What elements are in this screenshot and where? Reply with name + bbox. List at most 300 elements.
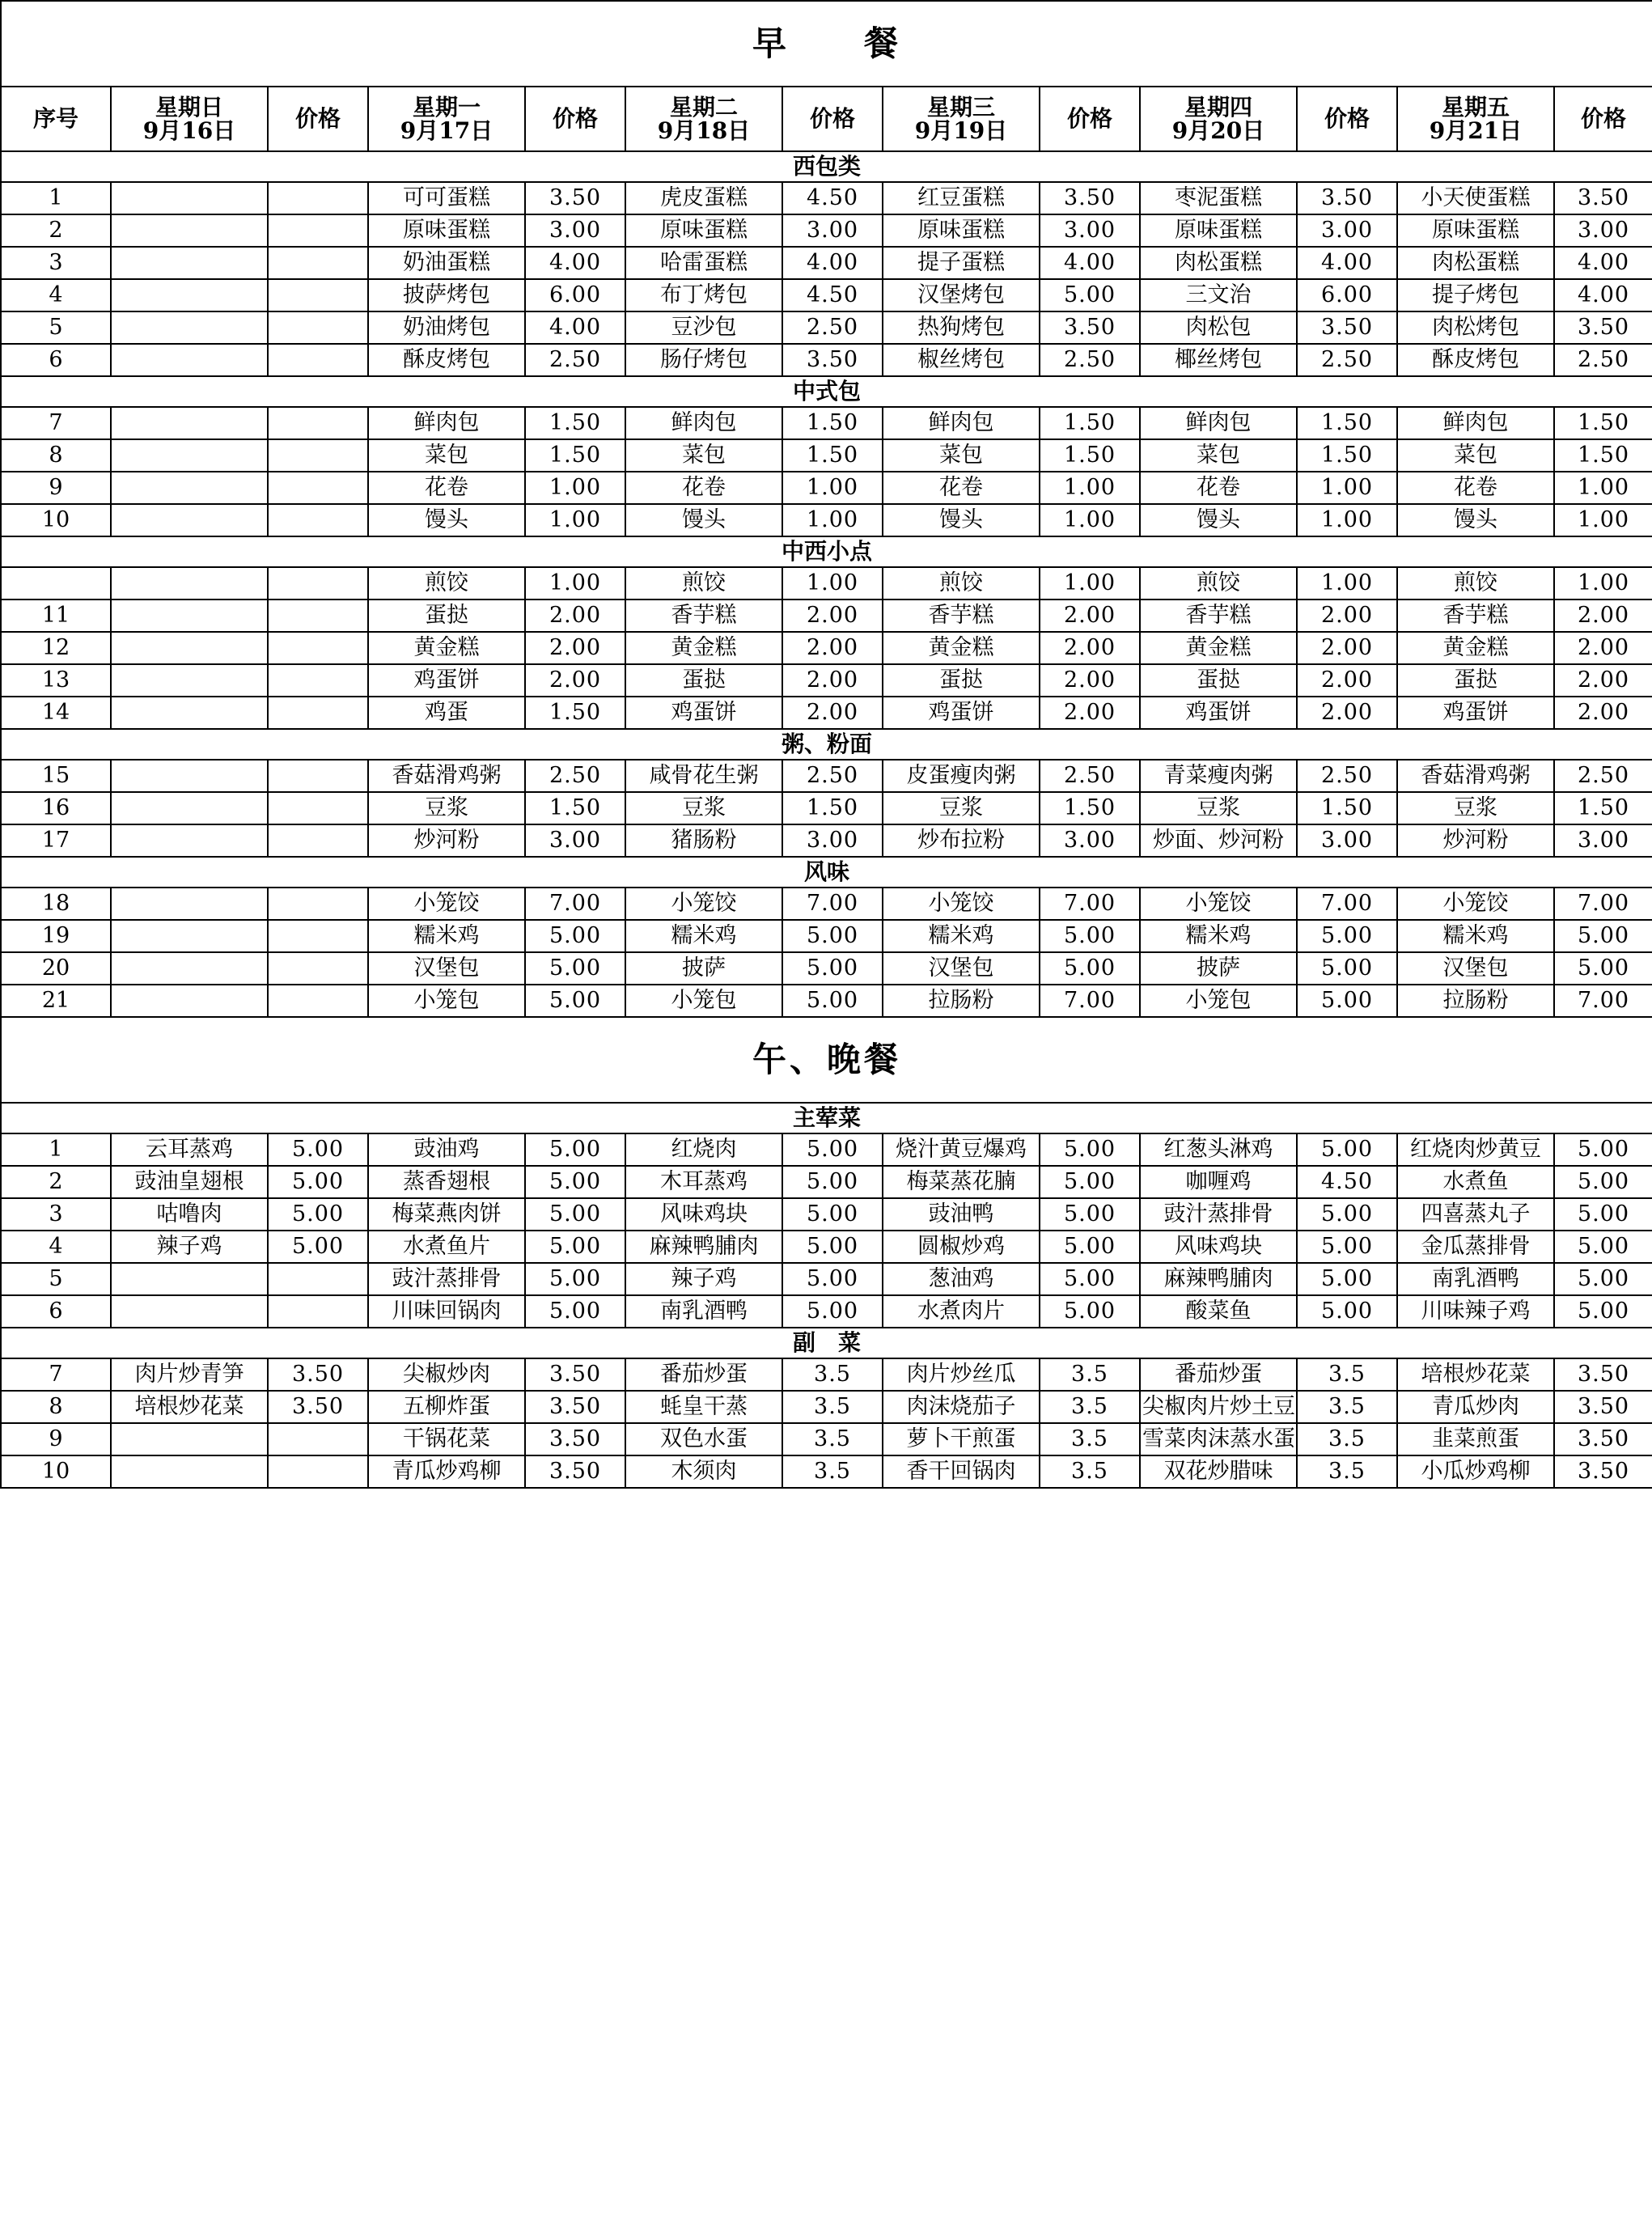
dish-cell: 椒丝烤包	[883, 344, 1040, 376]
header-price: 价格	[268, 87, 368, 151]
dish-cell: 辣子鸡	[625, 1263, 782, 1295]
price-cell: 5.00	[1297, 1263, 1397, 1295]
price-cell: 1.50	[1040, 439, 1140, 472]
dish-cell: 奶油烤包	[368, 311, 525, 344]
dish-cell: 鲜肉包	[368, 407, 525, 439]
dish-cell: 鲜肉包	[625, 407, 782, 439]
price-cell	[268, 311, 368, 344]
price-cell	[268, 567, 368, 599]
dish-cell: 鸡蛋饼	[1397, 697, 1554, 729]
price-cell: 2.50	[1040, 760, 1140, 792]
price-cell: 1.00	[525, 504, 625, 536]
price-cell: 2.00	[1297, 632, 1397, 664]
dish-cell: 麻辣鸭脯肉	[1140, 1263, 1297, 1295]
price-cell: 3.50	[525, 1423, 625, 1455]
price-cell: 3.00	[1040, 214, 1140, 247]
row-number: 3	[1, 247, 111, 279]
price-cell: 4.00	[1297, 247, 1397, 279]
dish-cell: 麻辣鸭脯肉	[625, 1231, 782, 1263]
header-day-thu	[1140, 87, 1297, 151]
dish-cell: 布丁烤包	[625, 279, 782, 311]
header-price: 价格	[782, 87, 883, 151]
dish-cell	[111, 1455, 268, 1488]
row-number: 8	[1, 439, 111, 472]
dish-cell: 黄金糕	[1397, 632, 1554, 664]
price-cell: 3.5	[1297, 1455, 1397, 1488]
dish-cell: 烧汁黄豆爆鸡	[883, 1133, 1040, 1166]
price-cell	[268, 697, 368, 729]
price-cell: 3.00	[525, 214, 625, 247]
price-cell: 1.50	[525, 439, 625, 472]
menu-row	[1, 599, 1652, 632]
dish-cell: 花卷	[1140, 472, 1297, 504]
price-cell: 6.00	[1297, 279, 1397, 311]
price-cell: 2.00	[1297, 697, 1397, 729]
price-cell: 4.50	[782, 279, 883, 311]
dish-cell: 馒头	[1397, 504, 1554, 536]
header-price: 价格	[1040, 87, 1140, 151]
price-cell: 2.00	[1040, 697, 1140, 729]
dish-cell: 热狗烤包	[883, 311, 1040, 344]
header-day-name: 星期日	[155, 93, 223, 121]
price-cell: 2.00	[782, 632, 883, 664]
price-cell: 5.00	[1040, 1295, 1140, 1328]
dish-cell: 豉油鸭	[883, 1198, 1040, 1231]
dish-cell: 糯米鸡	[625, 920, 782, 952]
menu-row	[1, 1166, 1652, 1198]
price-cell: 2.50	[782, 760, 883, 792]
category-label: 中西小点	[1, 536, 1652, 567]
header-price: 价格	[1554, 87, 1652, 151]
price-cell: 2.00	[525, 599, 625, 632]
price-cell: 1.00	[525, 567, 625, 599]
price-cell: 5.00	[1040, 279, 1140, 311]
dish-cell	[111, 697, 268, 729]
price-cell	[268, 952, 368, 985]
row-number: 6	[1, 1295, 111, 1328]
row-number: 11	[1, 599, 111, 632]
price-cell: 3.00	[782, 824, 883, 857]
menu-row	[1, 1295, 1652, 1328]
price-cell: 2.50	[1554, 760, 1652, 792]
price-cell: 1.00	[1040, 504, 1140, 536]
menu-row	[1, 407, 1652, 439]
dish-cell: 菜包	[1140, 439, 1297, 472]
price-cell: 5.00	[525, 985, 625, 1017]
dish-cell	[111, 311, 268, 344]
price-cell: 1.50	[782, 792, 883, 824]
menu-body	[1, 1, 1652, 1488]
menu-row	[1, 1133, 1652, 1166]
price-cell: 5.00	[1297, 1231, 1397, 1263]
dish-cell: 豉油鸡	[368, 1133, 525, 1166]
price-cell: 5.00	[525, 920, 625, 952]
header-day-fri	[1397, 87, 1554, 151]
dish-cell: 花卷	[368, 472, 525, 504]
dish-cell: 四喜蒸丸子	[1397, 1198, 1554, 1231]
price-cell: 3.5	[1040, 1358, 1140, 1391]
price-cell: 6.00	[525, 279, 625, 311]
dish-cell: 可可蛋糕	[368, 182, 525, 214]
price-cell: 3.5	[782, 1455, 883, 1488]
dish-cell: 肉沫烧茄子	[883, 1391, 1040, 1423]
dish-cell: 香芋糕	[883, 599, 1040, 632]
price-cell: 2.50	[525, 344, 625, 376]
dish-cell: 番茄炒蛋	[1140, 1358, 1297, 1391]
price-cell: 5.00	[782, 920, 883, 952]
row-number: 12	[1, 632, 111, 664]
header-day-name: 星期一	[412, 93, 481, 121]
price-cell: 3.50	[525, 182, 625, 214]
category-row	[1, 151, 1652, 182]
price-cell: 7.00	[782, 888, 883, 920]
dish-cell: 黄金糕	[883, 632, 1040, 664]
price-cell: 3.50	[1554, 182, 1652, 214]
menu-row	[1, 952, 1652, 985]
price-cell: 5.00	[1297, 985, 1397, 1017]
price-cell: 5.00	[782, 1263, 883, 1295]
dish-cell: 炒面、炒河粉	[1140, 824, 1297, 857]
price-cell: 5.00	[525, 952, 625, 985]
price-cell: 5.00	[268, 1133, 368, 1166]
category-row	[1, 376, 1652, 407]
price-cell	[268, 247, 368, 279]
dish-cell: 肉片炒青笋	[111, 1358, 268, 1391]
menu-row	[1, 472, 1652, 504]
price-cell: 5.00	[1554, 1263, 1652, 1295]
header-day-date: 9月20日	[1171, 117, 1265, 144]
menu-row	[1, 888, 1652, 920]
dish-cell: 菜包	[1397, 439, 1554, 472]
dish-cell: 咸骨花生粥	[625, 760, 782, 792]
row-number: 21	[1, 985, 111, 1017]
row-number: 7	[1, 407, 111, 439]
price-cell: 1.00	[782, 472, 883, 504]
menu-row	[1, 760, 1652, 792]
dish-cell: 鸡蛋	[368, 697, 525, 729]
dish-cell: 香芋糕	[1140, 599, 1297, 632]
price-cell: 2.00	[1554, 599, 1652, 632]
price-cell: 2.00	[1554, 697, 1652, 729]
price-cell: 5.00	[1554, 920, 1652, 952]
price-cell: 2.00	[782, 599, 883, 632]
dish-cell	[111, 599, 268, 632]
price-cell	[268, 599, 368, 632]
price-cell: 3.5	[1297, 1358, 1397, 1391]
dish-cell: 干锅花菜	[368, 1423, 525, 1455]
dish-cell: 肉松蛋糕	[1140, 247, 1297, 279]
dish-cell: 豆浆	[1397, 792, 1554, 824]
menu-row	[1, 1391, 1652, 1423]
dish-cell: 馒头	[368, 504, 525, 536]
price-cell: 3.00	[1040, 824, 1140, 857]
row-number: 14	[1, 697, 111, 729]
category-row	[1, 729, 1652, 760]
price-cell: 2.00	[1297, 599, 1397, 632]
menu-row	[1, 344, 1652, 376]
dish-cell: 尖椒肉片炒土豆	[1140, 1391, 1297, 1423]
price-cell	[268, 182, 368, 214]
dish-cell: 青瓜炒肉	[1397, 1391, 1554, 1423]
row-number: 10	[1, 1455, 111, 1488]
dish-cell: 枣泥蛋糕	[1140, 182, 1297, 214]
dish-cell: 花卷	[883, 472, 1040, 504]
dish-cell: 鲜肉包	[1140, 407, 1297, 439]
dish-cell: 花卷	[625, 472, 782, 504]
dish-cell: 鸡蛋饼	[883, 697, 1040, 729]
price-cell: 4.00	[1554, 247, 1652, 279]
dish-cell: 小笼饺	[1140, 888, 1297, 920]
price-cell: 2.00	[1554, 632, 1652, 664]
dish-cell: 红烧肉	[625, 1133, 782, 1166]
dish-cell: 云耳蒸鸡	[111, 1133, 268, 1166]
dish-cell: 披萨烤包	[368, 279, 525, 311]
dish-cell: 蚝皇干蒸	[625, 1391, 782, 1423]
dish-cell: 酸菜鱼	[1140, 1295, 1297, 1328]
header-day-name: 星期二	[669, 93, 738, 121]
dish-cell: 黄金糕	[368, 632, 525, 664]
dish-cell: 馒头	[1140, 504, 1297, 536]
dish-cell: 菜包	[883, 439, 1040, 472]
dish-cell: 风味鸡块	[1140, 1231, 1297, 1263]
price-cell: 1.00	[782, 567, 883, 599]
dish-cell: 蛋挞	[1397, 664, 1554, 697]
dish-cell: 糯米鸡	[1140, 920, 1297, 952]
price-cell: 5.00	[782, 1295, 883, 1328]
dish-cell: 尖椒炒肉	[368, 1358, 525, 1391]
dish-cell: 蛋挞	[368, 599, 525, 632]
dish-cell: 原味蛋糕	[1397, 214, 1554, 247]
dish-cell: 炒布拉粉	[883, 824, 1040, 857]
price-cell: 4.00	[1554, 279, 1652, 311]
price-cell: 3.50	[1297, 311, 1397, 344]
dish-cell: 黄金糕	[625, 632, 782, 664]
dish-cell: 菜包	[625, 439, 782, 472]
row-number: 15	[1, 760, 111, 792]
dish-cell: 炒河粉	[1397, 824, 1554, 857]
dish-cell: 小笼饺	[1397, 888, 1554, 920]
dish-cell: 培根炒花菜	[111, 1391, 268, 1423]
price-cell: 5.00	[525, 1198, 625, 1231]
row-number: 2	[1, 214, 111, 247]
dish-cell: 豆浆	[883, 792, 1040, 824]
dish-cell: 拉肠粉	[1397, 985, 1554, 1017]
row-number: 4	[1, 279, 111, 311]
dish-cell: 水煮肉片	[883, 1295, 1040, 1328]
price-cell: 1.50	[782, 407, 883, 439]
price-cell: 3.5	[1040, 1455, 1140, 1488]
price-cell: 5.00	[1554, 1198, 1652, 1231]
price-cell	[268, 824, 368, 857]
price-cell	[268, 920, 368, 952]
row-number: 1	[1, 1133, 111, 1166]
dish-cell: 酥皮烤包	[1397, 344, 1554, 376]
header-price: 价格	[525, 87, 625, 151]
dish-cell: 豉油皇翅根	[111, 1166, 268, 1198]
dish-cell: 提子蛋糕	[883, 247, 1040, 279]
dish-cell: 川味回锅肉	[368, 1295, 525, 1328]
menu-row	[1, 1198, 1652, 1231]
dish-cell: 蛋挞	[883, 664, 1040, 697]
price-cell: 5.00	[1040, 920, 1140, 952]
price-cell: 5.00	[1040, 1198, 1140, 1231]
dish-cell: 南乳酒鸭	[1397, 1263, 1554, 1295]
row-number: 1	[1, 182, 111, 214]
price-cell	[268, 279, 368, 311]
dish-cell: 培根炒花菜	[1397, 1358, 1554, 1391]
price-cell: 3.00	[1554, 214, 1652, 247]
price-cell: 5.00	[1554, 1133, 1652, 1166]
category-label: 粥、粉面	[1, 729, 1652, 760]
row-number: 9	[1, 1423, 111, 1455]
dish-cell: 双色水蛋	[625, 1423, 782, 1455]
price-cell: 2.00	[1040, 664, 1140, 697]
dish-cell: 水煮鱼	[1397, 1166, 1554, 1198]
price-cell	[268, 888, 368, 920]
header-day-wed	[883, 87, 1040, 151]
dish-cell: 萝卜干煎蛋	[883, 1423, 1040, 1455]
dish-cell: 红烧肉炒黄豆	[1397, 1133, 1554, 1166]
category-row	[1, 1328, 1652, 1358]
row-number: 18	[1, 888, 111, 920]
price-cell: 5.00	[782, 1231, 883, 1263]
price-cell: 5.00	[1297, 1295, 1397, 1328]
row-number: 3	[1, 1198, 111, 1231]
price-cell: 3.50	[268, 1391, 368, 1423]
dish-cell: 原味蛋糕	[368, 214, 525, 247]
price-cell: 5.00	[1554, 1166, 1652, 1198]
price-cell: 5.00	[782, 1133, 883, 1166]
dish-cell: 香芋糕	[1397, 599, 1554, 632]
price-cell: 1.00	[1297, 472, 1397, 504]
price-cell: 1.50	[782, 439, 883, 472]
dish-cell: 鸡蛋饼	[1140, 697, 1297, 729]
dish-cell: 木耳蒸鸡	[625, 1166, 782, 1198]
dish-cell: 三文治	[1140, 279, 1297, 311]
dish-cell: 红豆蛋糕	[883, 182, 1040, 214]
price-cell	[268, 472, 368, 504]
dish-cell: 原味蛋糕	[625, 214, 782, 247]
dish-cell: 哈雷蛋糕	[625, 247, 782, 279]
row-number: 20	[1, 952, 111, 985]
price-cell: 5.00	[1554, 1295, 1652, 1328]
price-cell: 7.00	[1297, 888, 1397, 920]
dish-cell: 豉汁蒸排骨	[1140, 1198, 1297, 1231]
dish-cell: 青菜瘦肉粥	[1140, 760, 1297, 792]
price-cell: 2.50	[1040, 344, 1140, 376]
price-cell	[268, 1455, 368, 1488]
price-cell: 1.50	[1554, 439, 1652, 472]
price-cell: 2.50	[1554, 344, 1652, 376]
dish-cell: 水煮鱼片	[368, 1231, 525, 1263]
price-cell: 4.00	[525, 247, 625, 279]
price-cell: 5.00	[1040, 1231, 1140, 1263]
price-cell: 2.50	[525, 760, 625, 792]
dish-cell: 小瓜炒鸡柳	[1397, 1455, 1554, 1488]
category-label: 中式包	[1, 376, 1652, 407]
dish-cell: 辣子鸡	[111, 1231, 268, 1263]
dish-cell	[111, 952, 268, 985]
menu-row	[1, 439, 1652, 472]
dish-cell: 菜包	[368, 439, 525, 472]
breakfast-title-row	[1, 1, 1652, 87]
price-cell: 2.50	[1297, 760, 1397, 792]
header-day-date: 9月19日	[914, 117, 1008, 144]
dish-cell	[111, 504, 268, 536]
menu-row	[1, 279, 1652, 311]
row-number: 9	[1, 472, 111, 504]
price-cell: 5.00	[1040, 1263, 1140, 1295]
dish-cell: 梅菜蒸花腩	[883, 1166, 1040, 1198]
price-cell: 4.50	[782, 182, 883, 214]
dish-cell: 鲜肉包	[883, 407, 1040, 439]
menu-row	[1, 1263, 1652, 1295]
dish-cell: 梅菜燕肉饼	[368, 1198, 525, 1231]
dish-cell: 小笼包	[1140, 985, 1297, 1017]
price-cell: 2.50	[1297, 344, 1397, 376]
row-number: 10	[1, 504, 111, 536]
price-cell: 4.00	[525, 311, 625, 344]
price-cell	[268, 792, 368, 824]
price-cell: 4.00	[1040, 247, 1140, 279]
dish-cell: 提子烤包	[1397, 279, 1554, 311]
dish-cell	[111, 247, 268, 279]
dish-cell	[111, 439, 268, 472]
dish-cell: 香芋糕	[625, 599, 782, 632]
header-day-date: 9月17日	[400, 117, 493, 144]
menu-row	[1, 1423, 1652, 1455]
price-cell: 5.00	[1040, 1166, 1140, 1198]
dish-cell: 拉肠粉	[883, 985, 1040, 1017]
price-cell: 3.50	[268, 1358, 368, 1391]
price-cell: 5.00	[1297, 1133, 1397, 1166]
price-cell: 4.00	[782, 247, 883, 279]
row-number: 7	[1, 1358, 111, 1391]
price-cell	[268, 1423, 368, 1455]
price-cell: 3.50	[525, 1455, 625, 1488]
category-row	[1, 1103, 1652, 1133]
dish-cell	[111, 888, 268, 920]
dish-cell: 皮蛋瘦肉粥	[883, 760, 1040, 792]
price-cell: 3.5	[1040, 1423, 1140, 1455]
price-cell: 1.00	[1297, 504, 1397, 536]
dish-cell: 原味蛋糕	[1140, 214, 1297, 247]
row-number: 13	[1, 664, 111, 697]
price-cell: 1.50	[1554, 792, 1652, 824]
dish-cell: 鸡蛋饼	[368, 664, 525, 697]
row-number: 16	[1, 792, 111, 824]
price-cell: 1.50	[525, 697, 625, 729]
row-number: 4	[1, 1231, 111, 1263]
price-cell: 1.50	[1297, 439, 1397, 472]
header-day-date: 9月16日	[142, 117, 236, 144]
price-cell: 5.00	[525, 1263, 625, 1295]
price-cell: 3.5	[782, 1391, 883, 1423]
dish-cell: 肉片炒丝瓜	[883, 1358, 1040, 1391]
price-cell: 3.50	[1554, 311, 1652, 344]
menu-row	[1, 920, 1652, 952]
dish-cell	[111, 344, 268, 376]
price-cell: 3.50	[1297, 182, 1397, 214]
price-cell: 1.00	[1040, 567, 1140, 599]
price-cell: 5.00	[268, 1231, 368, 1263]
price-cell	[268, 760, 368, 792]
price-cell: 3.50	[1040, 311, 1140, 344]
category-label: 主荤菜	[1, 1103, 1652, 1133]
dish-cell	[111, 214, 268, 247]
dish-cell: 小笼饺	[625, 888, 782, 920]
price-cell: 1.50	[1554, 407, 1652, 439]
